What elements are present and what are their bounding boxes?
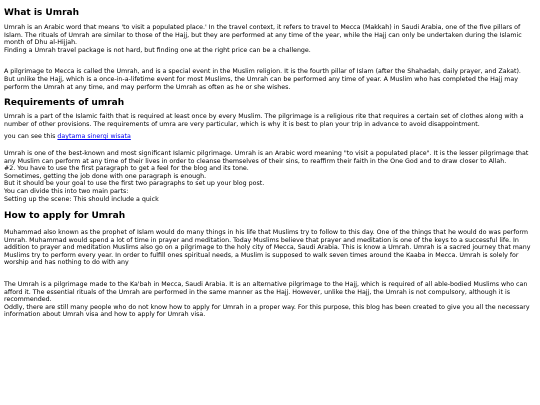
tip-line: Sometimes, getting the job done with one paragraph is enough. xyxy=(4,172,207,180)
tip-line: But it should be your goal to use the first two paragraphs to set up your blog post. xyxy=(4,180,265,188)
heading-what-is-umrah: What is Umrah xyxy=(4,8,80,18)
see-this-line xyxy=(4,133,532,141)
spacer xyxy=(4,267,532,281)
tip-line: #2. You have to use the first paragraph to get a feel for the blog and its tone. xyxy=(4,165,249,173)
pilgrimage-paragraph: A pilgrimage to Mecca is called the Umrah, and is a special event in the Muslim religion. It is the fourth pillar of Islam (after the Shahadah, daily prayer, and Zakat). But unlike the Hajj, which is a once-in-a-lifetime event for most Muslims, the Umrah can be performed any time of year. A Muslim who has completed the Hajj may perform the Umrah at any time, and may perform the Umrah as often as he or she wishes. xyxy=(4,68,521,91)
heading-how-to-apply: How to apply for Umrah xyxy=(4,211,126,222)
tip-line: You can divide this into two main parts: xyxy=(4,187,129,195)
apply-paragraph: Muhammad also known as the prophet of Islam would do many things in his life that Muslims try to follow to this day. One of the things that he would do was perform Umrah. Muhammad would spend a lot of time in prayer and meditation. Today Muslims believe that prayer and meditation is one of the keys to a successful life. In addition to prayer and meditation Muslims also go on a pilgrimage to the holy city of Mecca, Saudi Arabia. This is know a Umrah. Umrah is a sacred journey that many Muslims try to perform every year. In order to fulfill ones spiritual needs, a Muslim is supposed to walk seven times around the Kaaba in Mecca. Umrah is solely for worship and has nothing to do with any xyxy=(4,229,531,267)
tip-line: Setting up the scene: This should include a quick xyxy=(4,195,159,203)
daytama-sinergi-wisata-link[interactable]: daytama sinergi wisata xyxy=(57,133,131,141)
intro-travel-package-line: Finding a Umrah travel package is not hard, but finding one at the right price can be a challenge. xyxy=(4,46,311,54)
heading-requirements: Requirements of umrah xyxy=(4,98,125,109)
intro-paragraph: Umrah is an Arabic word that means 'to visit a populated place.' In the travel context, it refers to travel to Mecca (Makkah) in Saudi Arabia, one of the five pillars of Islam. The rituals of Umrah are similar to those of the Hajj, but they are performed at any time of the year, while the Hajj can only be undertaken during the Islamic month of Dhu al-Hijjah. xyxy=(4,24,522,47)
requirements-paragraph: Umrah is a part of the Islamic faith that is required at least once by every Muslim. The pilgrimage is a religious rite that requires a certain set of clothes along with a number of other provisions. The requirements of umra are very particular, which is why it is best to plan your trip in advance to avoid disappointment. xyxy=(4,113,524,128)
pilgrimage-significance-paragraph: Umrah is one of the best-known and most significant Islamic pilgrimage. Umrah is an Arabic word meaning "to visit a populated place". It is the lesser pilgrimage that any Muslim can perform at any time of their lives in order to cleanse themselves of their sins, to reaffirm their faith in the One God and to draw closer to Allah. xyxy=(4,149,529,165)
see-this-text: you can see this xyxy=(4,133,56,141)
closing-paragraph: Oddly, there are still many people who do not know how to apply for Umrah in a proper way. For this purpose, this blog has been created to give you all the necessary information about Umrah visa and how to apply for Umrah visa. xyxy=(4,303,530,319)
spacer xyxy=(4,141,532,150)
spacer xyxy=(4,54,532,68)
umrah-pilgrimage-paragraph: The Umrah is a pilgrimage made to the Ka'bah in Mecca, Saudi Arabia. It is an alternative pilgrimage to the Hajj, which is required of all able-bodied Muslims who can afford it. The essential rituals of the Umrah are performed in the same manner as the Hajj. However, unlike the Hajj, the Umrah is not compulsory, although it is recommended. xyxy=(4,281,528,304)
